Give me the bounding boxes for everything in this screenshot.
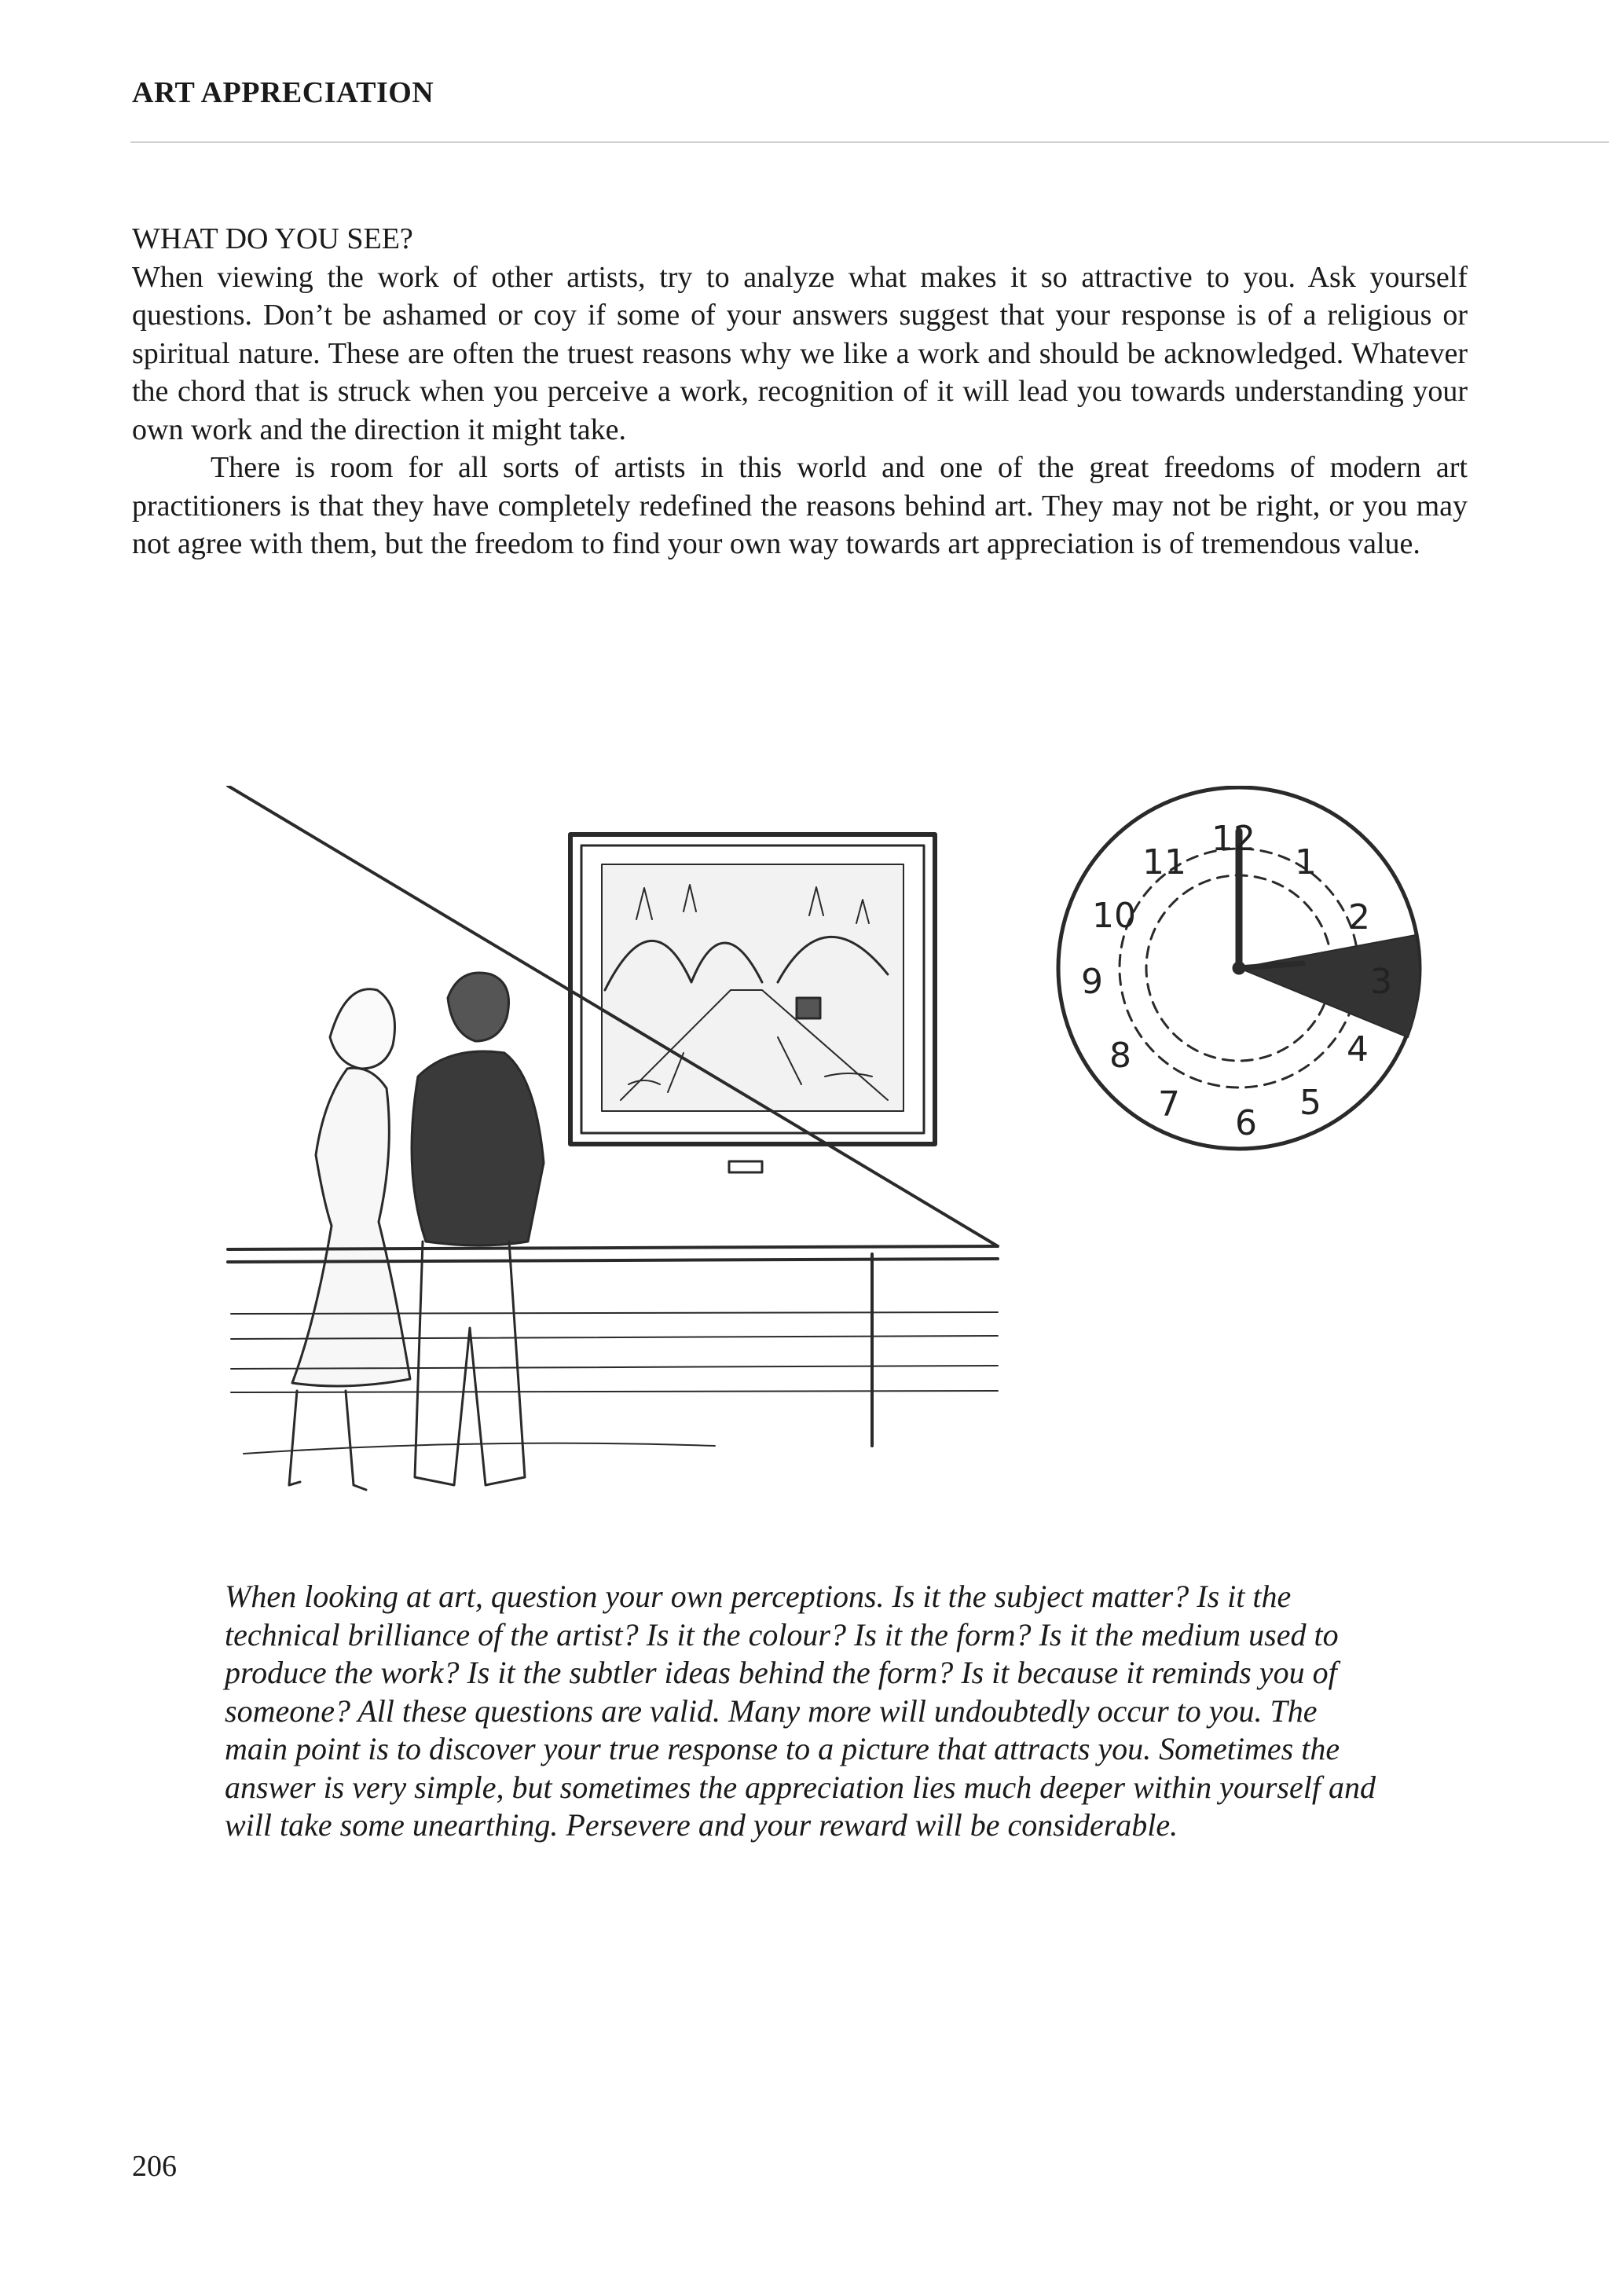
- clock-numeral-1: 1: [1295, 842, 1317, 882]
- man-figure: [412, 973, 544, 1485]
- clock-numeral-8: 8: [1109, 1036, 1131, 1076]
- running-head: ART APPRECIATION: [132, 76, 434, 109]
- header-rule: [130, 141, 1609, 143]
- clock-numeral-5: 5: [1299, 1083, 1321, 1123]
- clock-numeral-7: 7: [1158, 1084, 1180, 1124]
- clock-numeral-3: 3: [1370, 962, 1392, 1002]
- clock-numeral-6: 6: [1235, 1103, 1257, 1143]
- paragraph-2: There is room for all sorts of artists in this world and one of the great freedoms of modern art practitioners is that they have completely redefined the reasons behind art. They may not be right, or you may not agree with them, but the freedom to find your own way towards art appreciation is of tremendous value.: [132, 451, 1468, 560]
- clock-numeral-2: 2: [1348, 897, 1370, 937]
- page-number: 206: [132, 2150, 177, 2183]
- clock-numeral-4: 4: [1347, 1029, 1369, 1069]
- clock-numeral-10: 10: [1092, 896, 1136, 936]
- woman-figure: [289, 989, 410, 1490]
- gallery-illustration: [212, 786, 1438, 1493]
- framed-painting: [570, 834, 935, 1172]
- clock-numeral-11: 11: [1142, 842, 1186, 882]
- section-heading: WHAT DO YOU SEE?: [132, 222, 413, 255]
- body-text: [132, 220, 1468, 563]
- clock-numeral-9: 9: [1081, 962, 1103, 1002]
- paragraph-1: When viewing the work of other artists, try to analyze what makes it so attractive to you. Ask yourself questions. Don’t be ashamed or coy if some of your answers suggest that your response is of a religious or spiritual nature. These are often the truest reasons why we like a work and should be acknowledged. Whatever the chord that is struck when you perceive a work, recognition of it will lead you towards understanding your own work and the direction it might take.: [132, 260, 1468, 446]
- figure-caption: When looking at art, question your own perceptions. Is it the subject matter? Is it the technical brilliance of the artist? Is it the colour? Is it the form? Is it the medium used to produce the work? Is it the subtler ideas behind the form? Is it because it reminds you of someone? All these questions are valid. Many more will undoubtedly occur to you. The main point is to discover your true response to a picture that attracts you. Sometimes the answer is very simple, but sometimes the appreciation lies much deeper within yourself and will take some unearthing. Persevere and your reward will be considerable.: [225, 1579, 1376, 1843]
- clock-numeral-12: 12: [1211, 819, 1255, 859]
